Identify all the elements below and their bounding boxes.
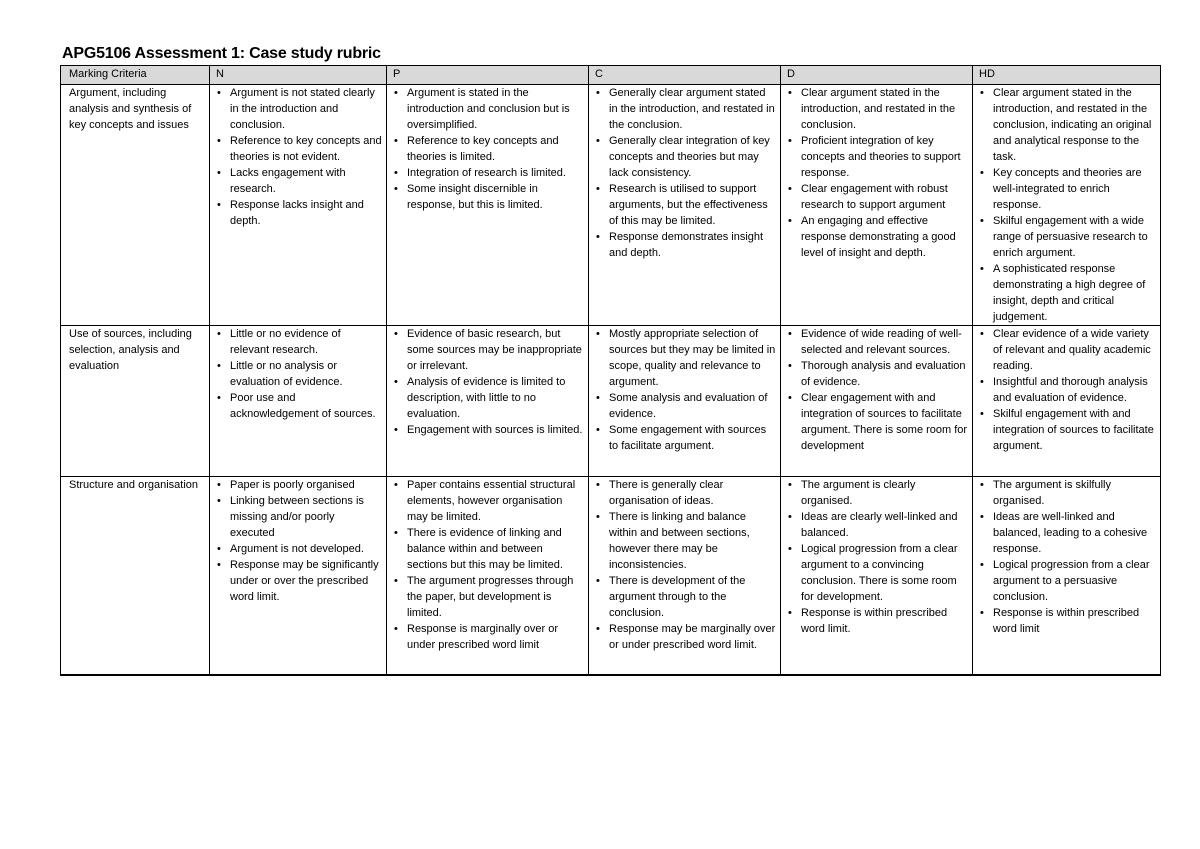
list-item: • A sophisticated response demonstrating a high degree of insight, depth and critical judgement. <box>993 261 1156 325</box>
list-item: • Logical progression from a clear argument to a persuasive conclusion. <box>993 557 1156 605</box>
list-item: • Poor use and acknowledgement of sources. <box>230 390 382 422</box>
table-row <box>61 477 1161 676</box>
descriptor-cell-n <box>210 477 387 676</box>
list-item: • Ideas are well-linked and balanced, leading to a cohesive response. <box>993 509 1156 557</box>
list-item: • Lacks engagement with research. <box>230 165 382 197</box>
table-row <box>61 85 1161 326</box>
list-item: • Key concepts and theories are well-integrated to enrich response. <box>993 165 1156 213</box>
list-item: • Little or no evidence of relevant research. <box>230 326 382 358</box>
list-item: • Insightful and thorough analysis and evaluation of evidence. <box>993 374 1156 406</box>
header-grade-p: P <box>387 66 589 85</box>
criterion-cell: Argument, including analysis and synthesis of key concepts and issues <box>61 85 210 326</box>
list-item: • Generally clear argument stated in the introduction, and restated in the conclusion. <box>609 85 776 133</box>
list-item: • Some analysis and evaluation of evidence. <box>609 390 776 422</box>
list-item: • Response demonstrates insight and depth. <box>609 229 776 261</box>
list-item: • Ideas are clearly well-linked and balanced. <box>801 509 968 541</box>
list-item: • Paper is poorly organised <box>230 477 382 493</box>
table-row <box>61 326 1161 477</box>
criterion-cell: Structure and organisation <box>61 477 210 676</box>
list-item: • There is generally clear organisation of ideas. <box>609 477 776 509</box>
descriptor-cell-c <box>589 85 781 326</box>
list-item: • Evidence of basic research, but some sources may be inappropriate or irrelevant. <box>407 326 584 374</box>
list-item: • Response may be significantly under or over the prescribed word limit. <box>230 557 382 605</box>
list-item: • Response is within prescribed word limit <box>993 605 1156 637</box>
list-item: • Logical progression from a clear argument to a convincing conclusion. There is some room for development. <box>801 541 968 605</box>
list-item: • Clear engagement with and integration of sources to facilitate argument. There is some room for development <box>801 390 968 454</box>
list-item: • Integration of research is limited. <box>407 165 584 181</box>
list-item: • Paper contains essential structural elements, however organisation may be limited. <box>407 477 584 525</box>
list-item: • Research is utilised to support arguments, but the effectiveness of this may be limited. <box>609 181 776 229</box>
list-item: • Reference to key concepts and theories is limited. <box>407 133 584 165</box>
list-item: • Response is within prescribed word limit. <box>801 605 968 637</box>
list-item: • The argument progresses through the paper, but development is limited. <box>407 573 584 621</box>
list-item: • Clear argument stated in the introduction, and restated in the conclusion. <box>801 85 968 133</box>
descriptor-cell-p <box>387 326 589 477</box>
list-item: • There is linking and balance within and between sections, however there may be inconsistencies. <box>609 509 776 573</box>
header-grade-d: D <box>781 66 973 85</box>
list-item: • Clear evidence of a wide variety of relevant and quality academic reading. <box>993 326 1156 374</box>
header-grade-c: C <box>589 66 781 85</box>
list-item: • The argument is skilfully organised. <box>993 477 1156 509</box>
list-item: • The argument is clearly organised. <box>801 477 968 509</box>
descriptor-cell-d <box>781 85 973 326</box>
list-item: • There is evidence of linking and balance within and between sections but this may be limited. <box>407 525 584 573</box>
descriptor-cell-c <box>589 477 781 676</box>
descriptor-cell-n <box>210 326 387 477</box>
list-item: • Response may be marginally over or under prescribed word limit. <box>609 621 776 653</box>
descriptor-cell-p <box>387 477 589 676</box>
descriptor-cell-d <box>781 477 973 676</box>
list-item: • Argument is not developed. <box>230 541 382 557</box>
header-grade-hd: HD <box>973 66 1161 85</box>
list-item: • Argument is stated in the introduction and conclusion but is oversimplified. <box>407 85 584 133</box>
list-item: • Clear engagement with robust research to support argument <box>801 181 968 213</box>
list-item: • Reference to key concepts and theories is not evident. <box>230 133 382 165</box>
list-item: • Evidence of wide reading of well-selected and relevant sources. <box>801 326 968 358</box>
descriptor-cell-d <box>781 326 973 477</box>
list-item: • Mostly appropriate selection of sources but they may be limited in scope, quality and relevance to argument. <box>609 326 776 390</box>
header-row <box>61 66 1161 85</box>
list-item: • There is development of the argument through to the conclusion. <box>609 573 776 621</box>
descriptor-cell-p <box>387 85 589 326</box>
list-item: • Skilful engagement with a wide range of persuasive research to enrich argument. <box>993 213 1156 261</box>
list-item: • Proficient integration of key concepts and theories to support response. <box>801 133 968 181</box>
list-item: • Clear argument stated in the introduction, and restated in the conclusion, indicating an original and analytical response to the task. <box>993 85 1156 165</box>
descriptor-cell-n <box>210 85 387 326</box>
list-item: • Little or no analysis or evaluation of evidence. <box>230 358 382 390</box>
descriptor-cell-hd <box>973 477 1161 676</box>
criterion-cell: Use of sources, including selection, analysis and evaluation <box>61 326 210 477</box>
list-item: • Generally clear integration of key concepts and theories but may lack consistency. <box>609 133 776 181</box>
list-item: • Argument is not stated clearly in the introduction and conclusion. <box>230 85 382 133</box>
descriptor-cell-c <box>589 326 781 477</box>
list-item: • Analysis of evidence is limited to description, with little to no evaluation. <box>407 374 584 422</box>
list-item: • Linking between sections is missing and/or poorly executed <box>230 493 382 541</box>
list-item: • Response is marginally over or under prescribed word limit <box>407 621 584 653</box>
descriptor-cell-hd <box>973 326 1161 477</box>
header-marking-criteria: Marking Criteria <box>61 66 210 85</box>
list-item: • Engagement with sources is limited. <box>407 422 584 438</box>
list-item: • Skilful engagement with and integration of sources to facilitate argument. <box>993 406 1156 454</box>
list-item: • Some insight discernible in response, but this is limited. <box>407 181 584 213</box>
page-title: APG5106 Assessment 1: Case study rubric <box>62 45 381 62</box>
list-item: • Thorough analysis and evaluation of evidence. <box>801 358 968 390</box>
header-grade-n: N <box>210 66 387 85</box>
list-item: • Response lacks insight and depth. <box>230 197 382 229</box>
list-item: • Some engagement with sources to facilitate argument. <box>609 422 776 454</box>
list-item: • An engaging and effective response demonstrating a good level of insight and depth. <box>801 213 968 261</box>
descriptor-cell-hd <box>973 85 1161 326</box>
rubric-table <box>60 65 1161 676</box>
